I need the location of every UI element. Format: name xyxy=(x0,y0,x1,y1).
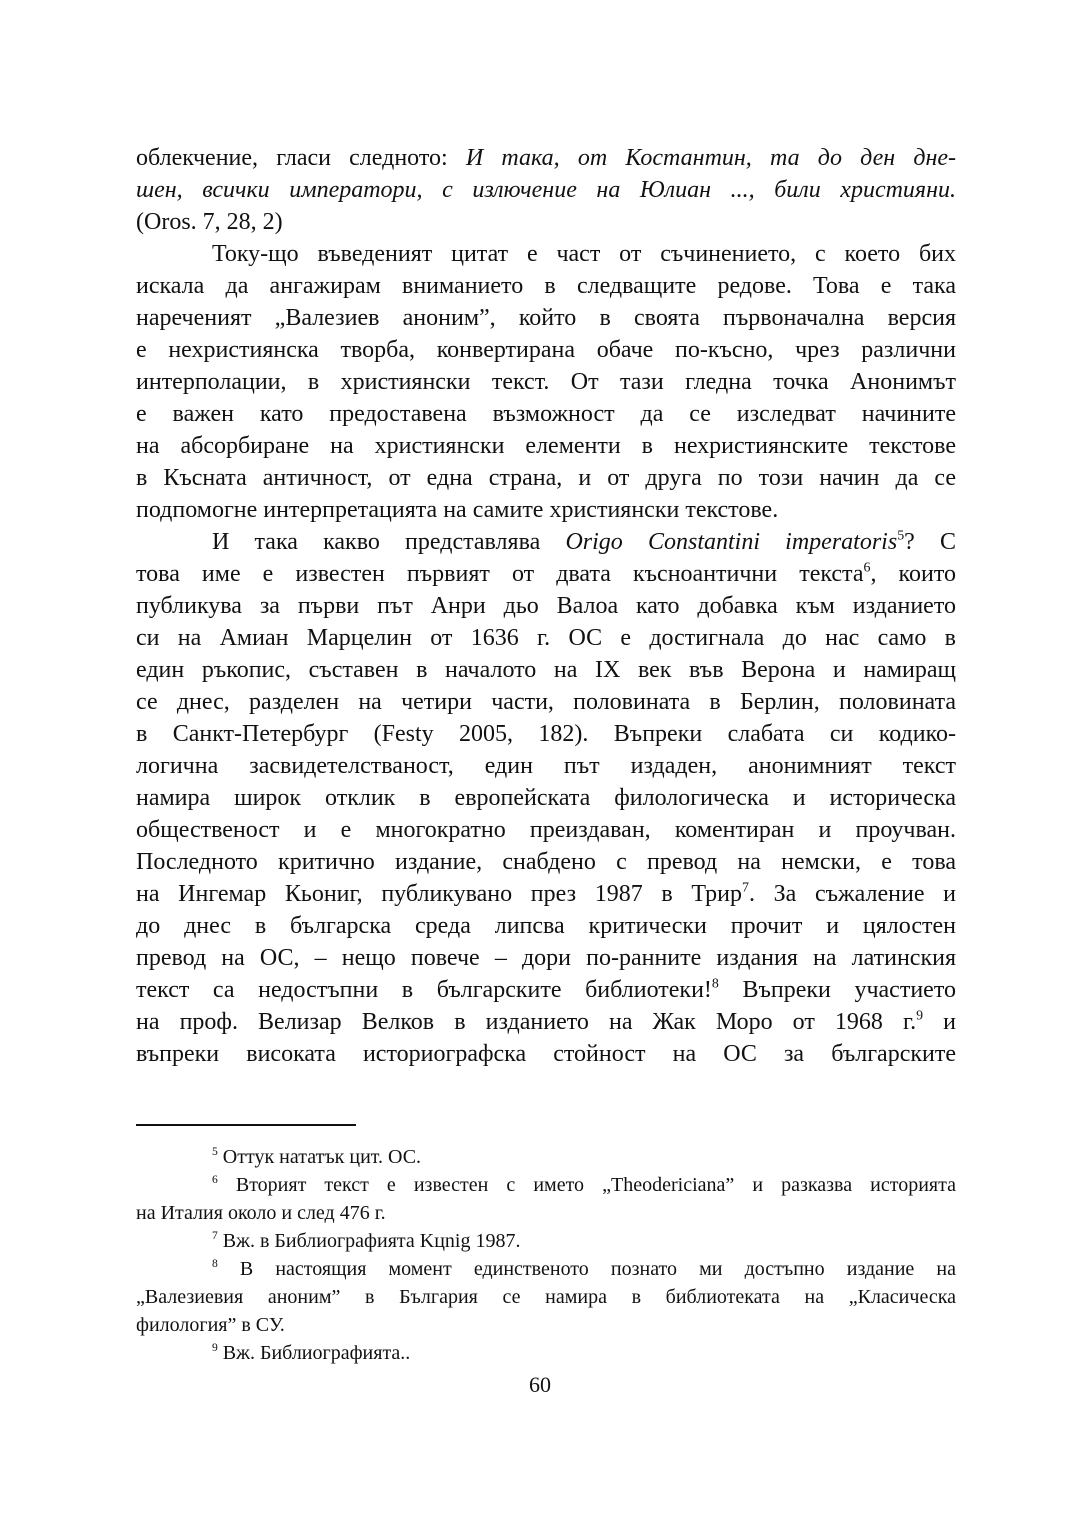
text-line-content xyxy=(136,622,956,654)
text: наречeният „Валезиев аноним”, който в своята първоначална версия xyxy=(136,305,956,331)
footnote-line xyxy=(136,1255,956,1283)
text-line xyxy=(136,1006,956,1038)
text-line-content xyxy=(136,590,956,622)
text-line-content xyxy=(136,334,956,366)
text-line xyxy=(136,846,956,878)
text-line-content xyxy=(136,270,956,302)
footnote-line xyxy=(136,1171,956,1199)
footnote-ref: 7 xyxy=(212,1228,218,1242)
page-number: 60 xyxy=(529,1372,551,1397)
text: в Санкт-Петербург (Festy 2005, 182). Въпреки слабата си кодико- xyxy=(136,721,956,747)
text: публикува за първи път Анри дьо Валоа като добавка към изданието xyxy=(136,593,956,619)
footnote-ref: 9 xyxy=(916,1008,924,1024)
text: подпомогне интерпретацията на самите християнски текстове. xyxy=(136,497,779,523)
text-line-content xyxy=(136,814,956,846)
text-line xyxy=(136,942,956,974)
text-line-content xyxy=(136,750,956,782)
footnote-line-content xyxy=(212,1255,956,1283)
footnote-line-content xyxy=(136,1311,285,1339)
text-line xyxy=(136,398,956,430)
text-line-content xyxy=(136,494,778,526)
text-line xyxy=(136,174,956,206)
footnote-line-content xyxy=(212,1171,956,1199)
text: „Валезиевия аноним” в България се намира в библиотеката на „Класическа xyxy=(136,1286,956,1308)
text: и xyxy=(923,1009,956,1035)
text-line-content xyxy=(136,558,956,590)
text: текст са недостъпни в българските библиотеки! xyxy=(136,977,712,1003)
text-line xyxy=(136,238,956,270)
text: един ръкопис, съставен в началото на IX век във Верона и намиращ xyxy=(136,657,956,683)
text-line-content xyxy=(136,782,956,814)
footnote-ref: 8 xyxy=(711,976,719,992)
text: на Ингемар Кьониг, публикувано през 1987 в Трир xyxy=(136,881,743,907)
text: интерполации, в християнски текст. От тази гледна точка Анонимът xyxy=(136,369,956,395)
text: в Късната античност, от една страна, и от друга по този начин да се xyxy=(136,465,956,491)
text: е важен като предоставена възможност да се изследват начините xyxy=(136,401,956,427)
text-line xyxy=(136,814,956,846)
text: облекчение, гласи следното: xyxy=(136,145,466,171)
text: Оттук нататък цит. ОС. xyxy=(217,1146,422,1168)
text-line-content xyxy=(136,942,956,974)
text-line-content xyxy=(136,142,956,174)
text-line xyxy=(136,1038,956,1070)
text: филология” в СУ. xyxy=(136,1314,285,1336)
footnote-line xyxy=(136,1143,956,1171)
footnotes xyxy=(136,1143,956,1367)
text: , които xyxy=(870,561,956,587)
text-line xyxy=(136,654,956,686)
text: . За съжаление и xyxy=(748,881,956,907)
footnote-line-content xyxy=(212,1339,410,1367)
text-line xyxy=(136,526,956,558)
text-line xyxy=(136,366,956,398)
text-line-content xyxy=(136,1038,956,1070)
text: общественост и е многократно преиздаван, коментиран и проучван. xyxy=(136,817,956,843)
text: намира широк отклик в европейската филологическа и историческа xyxy=(136,785,956,811)
text-line xyxy=(136,974,956,1006)
text: Току-що въведеният цитат е част от съчинението, с което бих xyxy=(212,241,956,267)
text: Вторият текст е известен с името „Theodericiana” и разказва историята xyxy=(217,1174,956,1196)
text-line xyxy=(136,750,956,782)
footnote-ref: 9 xyxy=(212,1340,218,1354)
text-line xyxy=(136,494,956,526)
text: И така какво представлява xyxy=(212,529,566,555)
text-line-content xyxy=(136,462,956,494)
text: логична засвидетелстваност, един път издаден, анонимният текст xyxy=(136,753,956,779)
text: превод на ОС, – нещо повече – дори по-ранните издания на латинския xyxy=(136,945,956,971)
text-line-content xyxy=(136,846,956,878)
text-line-content xyxy=(136,910,956,942)
text-line-content xyxy=(136,654,956,686)
italic-text: шен, всички императори, с излючение на Юлиан ..., били християни. xyxy=(136,177,956,203)
footnote-line xyxy=(136,1311,956,1339)
text-line-content xyxy=(136,430,956,462)
text-line xyxy=(136,430,956,462)
text-line xyxy=(136,878,956,910)
text-line-content xyxy=(136,878,956,910)
footnote-line-content xyxy=(212,1227,520,1255)
text-line xyxy=(136,462,956,494)
text-line-content xyxy=(136,302,956,334)
text: на Италия около и след 476 г. xyxy=(136,1202,386,1224)
footnote-line-content xyxy=(136,1199,386,1227)
text-line xyxy=(136,142,956,174)
text-line xyxy=(136,558,956,590)
footnote-ref: 6 xyxy=(212,1172,218,1186)
text-line-content xyxy=(136,718,956,750)
footnote-ref: 5 xyxy=(212,1144,218,1158)
text-line xyxy=(136,622,956,654)
text-line xyxy=(136,334,956,366)
text: се днес, разделен на четири части, половината в Берлин, половината xyxy=(136,689,956,715)
text-line xyxy=(136,782,956,814)
text-line-content xyxy=(136,686,956,718)
text-line xyxy=(136,206,956,238)
text-line xyxy=(136,302,956,334)
text-line-content xyxy=(136,206,283,238)
text-line xyxy=(136,590,956,622)
italic-text: Origo Constantini imperatoris xyxy=(565,529,898,555)
footnote-line xyxy=(136,1283,956,1311)
text: на абсорбиране на християнски елементи в нехристиянските текстове xyxy=(136,433,956,459)
text: Последното критично издание, снабдено с превод на немски, е това xyxy=(136,849,956,875)
text: си на Амиан Марцелин от 1636 г. ОС е достигнала до нас само в xyxy=(136,625,956,651)
body-text xyxy=(136,142,956,1070)
text: въпреки високата историографска стойност на ОС за българските xyxy=(136,1041,956,1067)
footnote-line-content xyxy=(212,1143,421,1171)
footnote-line xyxy=(136,1339,956,1367)
footnote-separator xyxy=(136,1124,356,1126)
text: искала да ангажирам вниманието в следващите редове. Това е така xyxy=(136,273,956,299)
footnote-ref: 8 xyxy=(212,1256,218,1270)
footnote-line xyxy=(136,1199,956,1227)
italic-text: И така, от Костантин, та до ден дне- xyxy=(465,145,957,171)
text: В настоящия момент единственото познато ми достъпно издание на xyxy=(217,1258,956,1280)
text: Вж. Библиографията.. xyxy=(217,1342,411,1364)
footnote-ref: 6 xyxy=(863,560,871,576)
text: това име е известен първият от двата късноантични текста xyxy=(136,561,864,587)
text-line-content xyxy=(136,366,956,398)
text: ? С xyxy=(904,529,956,555)
text: Въпреки участието xyxy=(718,977,956,1003)
text-line-content xyxy=(136,1006,956,1038)
footnote-line-content xyxy=(136,1283,956,1311)
text-line-content xyxy=(136,398,956,430)
text-line-content xyxy=(212,526,956,558)
text-line xyxy=(136,270,956,302)
text: до днес в българска среда липсва критически прочит и цялостен xyxy=(136,913,956,939)
text: (Oros. 7, 28, 2) xyxy=(136,209,283,235)
text: е нехристиянска творба, конвертирана обаче по-късно, чрез различни xyxy=(136,337,956,363)
text: на проф. Велизар Велков в изданието на Жак Моро от 1968 г. xyxy=(136,1009,917,1035)
footnote-line xyxy=(136,1227,956,1255)
text: Вж. в Библиографията Kцnig 1987. xyxy=(217,1230,521,1252)
text-line-content xyxy=(212,238,956,270)
text-line xyxy=(136,686,956,718)
text-line-content xyxy=(136,974,956,1006)
footnote-ref: 5 xyxy=(897,528,905,544)
text-line xyxy=(136,910,956,942)
text-line xyxy=(136,718,956,750)
text-line-content xyxy=(136,174,956,206)
footnote-ref: 7 xyxy=(742,880,749,896)
